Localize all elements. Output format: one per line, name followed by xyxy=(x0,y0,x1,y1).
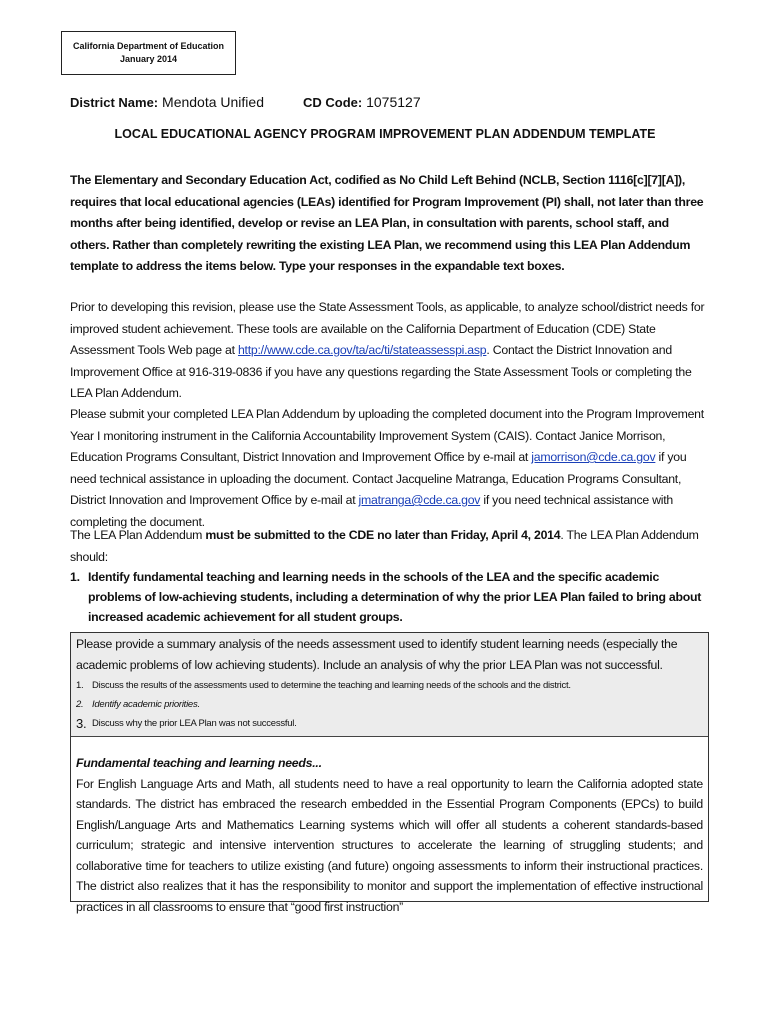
submission-paragraph xyxy=(70,404,710,533)
prompt-text: Please provide a summary analysis of the needs assessment used to identify student learning needs (especially the academic problems of low achieving students). Include an analysis of why the prior LEA Plan was not successful. xyxy=(76,637,678,672)
email-link-morrison[interactable]: jamorrison@cde.ca.gov xyxy=(531,450,656,464)
sublist-item xyxy=(76,714,703,733)
header-box xyxy=(61,31,236,75)
response-table xyxy=(70,632,709,914)
sublist-text: Discuss why the prior LEA Plan was not successful. xyxy=(92,718,297,729)
district-line xyxy=(70,94,710,110)
para4-before: The LEA Plan Addendum xyxy=(70,528,206,542)
list-item-1 xyxy=(70,567,710,627)
sublist-num: 1. xyxy=(76,680,84,691)
sublist-num: 3. xyxy=(76,716,87,731)
para3-part1: Please submit your completed LEA Plan Addendum by uploading the completed document into the Program Improvement Year I monitoring instrument in the California Accountability Improvement System (CAIS). Contact Janice Morrison, Education Programs Consultant, District Innovation and Improvement Office by e-mail at xyxy=(70,407,704,464)
para4-after: . The LEA Plan Addendum should: xyxy=(70,528,699,564)
para3-part2: if you need technical assistance in uploading the document. Contact Jacqueline Matranga, Education Programs Consultant, District Innovation and Improvement Office by e-mail at xyxy=(70,450,687,507)
response-text: For English Language Arts and Math, all students need to have a real opportunity to learn the California adopted state standards. The district has embraced the research embedded in the Essential Program Components (EPCs) to build English/Language Arts and Mathematics Learning systems which will offer all students a coherent standards-based curriculum; strategic and intensive intervention structures to accelerate the learning of struggling students; and collaborative time for teachers to utilize existing (and future) ongoing assessments to inform their instructional practices. The district also realizes that it has the responsibility to monitor and support the implementation of effective instructional practices in all classrooms to ensure that “good first instruction” xyxy=(76,776,703,914)
cd-code-value[interactable]: 1075127 xyxy=(366,94,421,110)
sublist-text: Discuss the results of the assessments used to determine the teaching and learning needs of the schools and the district. xyxy=(92,680,571,691)
sublist-item xyxy=(76,695,703,714)
prompt-cell xyxy=(71,633,708,737)
para2-after: . Contact the District Innovation and Improvement Office at 916-319-0836 if you have any questions regarding the State Assessment Tools or completing the LEA Plan Addendum. xyxy=(70,343,692,400)
deadline-bold: must be submitted to the CDE no later than Friday, April 4, 2014 xyxy=(205,528,561,542)
page-title: LOCAL EDUCATIONAL AGENCY PROGRAM IMPROVEMENT PLAN ADDENDUM TEMPLATE xyxy=(114,127,656,141)
list-item-text: Identify fundamental teaching and learning needs in the schools of the LEA and the specific academic problems of low-achieving students, including a determination of why the prior LEA Plan failed to bring about increased academic achievement for all student groups. xyxy=(88,570,702,624)
district-name-label: District Name: xyxy=(70,95,159,110)
assessment-tools-paragraph xyxy=(70,297,710,405)
district-name-value[interactable]: Mendota Unified xyxy=(162,94,264,110)
cd-code-block xyxy=(303,94,421,110)
intro-paragraph: The Elementary and Secondary Education Act, codified as No Child Left Behind (NCLB, Section 1116[c][7][A]), requires that local educational agencies (LEAs) identified for Program Improvement (PI) shall, not later than three months after being identified, develop or revise an LEA Plan, in consultation with parents, school staff, and others. Rather than completely rewriting the existing LEA Plan, we recommend using this LEA Plan Addendum template to address the items below. Type your responses in the expandable text boxes. xyxy=(70,173,704,273)
header-date: January 2014 xyxy=(119,54,178,64)
cd-code-label: CD Code: xyxy=(303,95,363,110)
deadline-paragraph xyxy=(70,525,710,568)
header-org: California Department of Education xyxy=(72,41,224,51)
para2-before: Prior to developing this revision, please use the State Assessment Tools, as applicable, to analyze school/district needs for improved student achievement. These tools are available on the California Department of Education (CDE) State Assessment Tools Web page at xyxy=(70,300,705,357)
para3-part3: if you need technical assistance with completing the document. xyxy=(70,493,674,529)
assessment-tools-link[interactable]: http://www.cde.ca.gov/ta/ac/ti/stateassesspi.asp xyxy=(237,343,487,357)
email-link-matranga[interactable]: jmatranga@cde.ca.gov xyxy=(358,493,481,507)
response-textbox[interactable] xyxy=(71,737,708,923)
response-heading: Fundamental teaching and learning needs... xyxy=(76,756,322,770)
sublist-item xyxy=(76,676,703,695)
sublist-num: 2. xyxy=(76,699,84,710)
prompt-sublist xyxy=(76,676,703,733)
sublist-text: Identify academic priorities. xyxy=(92,699,200,710)
list-item-number: 1. xyxy=(70,570,80,584)
